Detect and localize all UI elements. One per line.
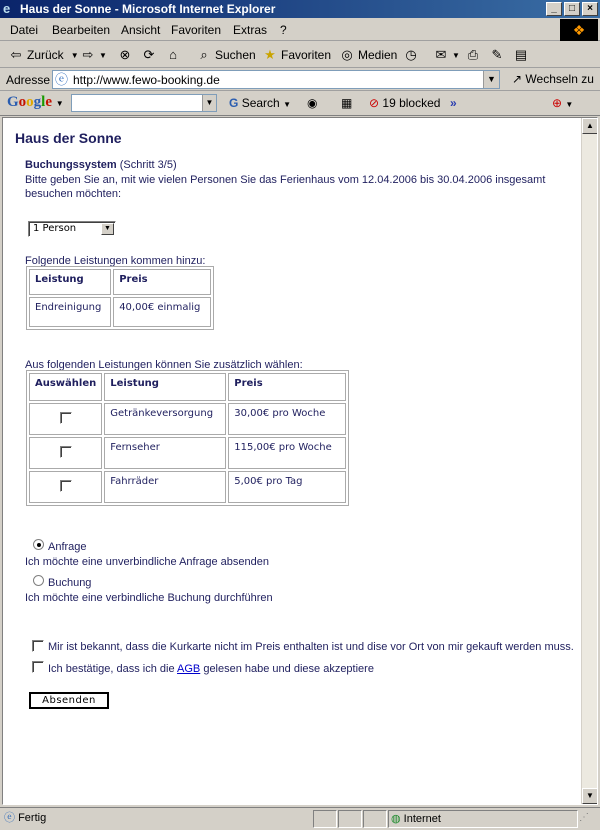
google-g-icon: G <box>229 96 239 110</box>
discuss-button[interactable] <box>513 47 529 63</box>
google-search-input[interactable] <box>71 94 217 112</box>
popup-blocked-icon: ⊘ <box>369 96 380 110</box>
stop-icon: ⊗ <box>119 47 131 62</box>
page-status-icon: ⓔ <box>4 812 15 824</box>
menu-bar <box>0 19 600 41</box>
google-translate-button[interactable] <box>552 96 573 110</box>
favorites-button[interactable] <box>262 47 331 63</box>
forward-arrow-icon: ⇨ <box>82 47 94 62</box>
option-checkbox-getraenke[interactable] <box>60 412 72 424</box>
service-name: Fahrräder <box>104 471 226 503</box>
select-cell <box>29 403 102 435</box>
menu-help[interactable]: ? <box>280 23 287 37</box>
home-icon: ⌂ <box>169 47 177 62</box>
status-cell <box>363 810 387 828</box>
service-name: Getränkeversorgung <box>104 403 226 435</box>
address-url[interactable]: http://www.fewo-booking.de <box>73 73 220 87</box>
browser-viewport <box>2 117 598 805</box>
back-dropdown-icon[interactable]: ▼ <box>70 50 79 60</box>
google-menu-dropdown-icon[interactable]: ▼ <box>55 99 64 108</box>
step-counter: (Schritt 3/5) <box>116 159 177 171</box>
favorites-label: Favoriten <box>281 48 332 62</box>
google-search-label: Search <box>241 96 280 110</box>
kurkarte-label: Mir ist bekannt, dass die Kurkarte nicht im Preis enthalten ist und dise vor Ort von mir gekauft werden muss. <box>48 641 574 653</box>
home-button[interactable] <box>165 47 181 63</box>
persons-select-value: 1 Person <box>33 223 77 234</box>
step-title: Buchungssystem <box>25 159 117 171</box>
forward-button[interactable] <box>80 47 107 63</box>
table-row <box>29 297 211 327</box>
close-button[interactable]: × <box>582 2 598 16</box>
standard-toolbar <box>0 42 600 68</box>
header-leistung: Leistung <box>29 269 111 295</box>
header-leistung: Leistung <box>104 373 226 401</box>
back-arrow-icon: ⇦ <box>10 47 22 62</box>
status-cell <box>313 810 337 828</box>
search-label: Suchen <box>215 48 256 62</box>
maximize-button[interactable]: □ <box>564 2 580 16</box>
back-label: Zurück <box>27 48 64 62</box>
included-services-heading: Folgende Leistungen kommen hinzu: <box>25 255 206 267</box>
google-search-button[interactable] <box>229 96 291 110</box>
refresh-icon: ⟳ <box>143 47 155 62</box>
service-price: 5,00€ pro Tag <box>228 471 346 503</box>
service-price: 115,00€ pro Woche <box>228 437 346 469</box>
menu-ansicht[interactable]: Ansicht <box>121 23 161 37</box>
agb-label-before: Ich bestätige, dass ich die <box>48 663 178 675</box>
discuss-icon: ▤ <box>514 47 528 62</box>
service-name: Fernseher <box>104 437 226 469</box>
popup-blocked-label: 19 blocked <box>382 96 441 110</box>
history-icon: ◷ <box>405 47 417 62</box>
radio-anfrage-label[interactable]: Anfrage <box>48 541 87 553</box>
go-label: Wechseln zu <box>525 72 594 86</box>
vertical-scrollbar[interactable] <box>581 118 597 804</box>
table-row <box>29 471 346 503</box>
google-search-options-dropdown-icon[interactable]: ▼ <box>283 100 291 109</box>
agb-label-after: gelesen habe und diese akzeptiere <box>200 663 374 675</box>
media-label: Medien <box>358 48 398 62</box>
pagerank-icon: ▦ <box>341 96 353 110</box>
edit-button[interactable] <box>489 47 505 63</box>
window-title: Haus der Sonne - Microsoft Internet Explorer <box>20 2 276 16</box>
windows-logo-icon: ❖ <box>560 19 598 41</box>
radio-buchung-description: Ich möchte eine verbindliche Buchung durchführen <box>25 592 273 604</box>
translate-icon: ⊕ <box>552 96 563 110</box>
search-button[interactable] <box>196 47 256 63</box>
header-preis: Preis <box>113 269 211 295</box>
step-heading <box>25 159 177 171</box>
address-input[interactable] <box>52 70 500 89</box>
mail-dropdown-icon[interactable]: ▼ <box>452 50 460 60</box>
page-content <box>3 118 581 804</box>
resize-grip-icon[interactable]: ⋰ <box>579 812 589 823</box>
toolbar-overflow-icon[interactable]: » <box>450 96 457 110</box>
submit-button[interactable]: Absenden <box>29 692 109 709</box>
radio-buchung-label[interactable]: Buchung <box>48 577 92 589</box>
page-icon: ⓔ <box>55 72 69 87</box>
edit-icon: ✎ <box>491 47 503 62</box>
table-header-row <box>29 269 211 295</box>
minimize-button[interactable]: _ <box>546 2 562 16</box>
scroll-down-icon[interactable]: ▼ <box>582 788 598 804</box>
agb-checkbox[interactable] <box>32 661 44 673</box>
kurkarte-checkbox[interactable] <box>32 640 44 652</box>
address-bar <box>0 68 600 91</box>
persons-select-dropdown-icon[interactable]: ▼ <box>101 223 114 235</box>
globe-icon: ◍ <box>391 813 401 825</box>
status-bar <box>0 807 600 829</box>
service-price: 30,00€ pro Woche <box>228 403 346 435</box>
scroll-up-icon[interactable]: ▲ <box>582 118 598 134</box>
back-button[interactable] <box>8 47 79 63</box>
select-cell <box>29 471 102 503</box>
table-row <box>29 437 346 469</box>
go-button[interactable] <box>512 72 594 86</box>
service-name: Endreinigung <box>29 297 111 327</box>
optional-services-heading: Aus folgenden Leistungen können Sie zusätzlich wählen: <box>25 359 303 371</box>
menu-datei[interactable]: Datei <box>10 23 39 37</box>
ie-icon: e <box>3 1 11 16</box>
agb-confirmation <box>48 663 374 675</box>
popup-blocker-button[interactable] <box>369 96 440 110</box>
intro-text-line2: besuchen möchten: <box>25 188 122 200</box>
radio-anfrage[interactable] <box>33 539 44 550</box>
google-logo[interactable]: Google ▼ <box>7 94 64 110</box>
menu-favoriten[interactable]: Favoriten <box>171 23 222 37</box>
media-icon: ◎ <box>341 47 353 62</box>
print-icon: ⎙ <box>467 47 479 62</box>
status-main <box>2 810 312 828</box>
status-text: Fertig <box>18 812 47 824</box>
search-icon: ⌕ <box>200 47 208 62</box>
globe-icon: ◉ <box>307 96 318 110</box>
page-title: Haus der Sonne <box>15 130 122 146</box>
history-button[interactable] <box>403 47 419 63</box>
service-price: 40,00€ einmalig <box>113 297 211 327</box>
agb-link[interactable]: AGB <box>177 663 201 675</box>
title-bar <box>0 0 600 18</box>
select-cell <box>29 437 102 469</box>
print-button[interactable] <box>465 47 481 63</box>
translate-dropdown-icon[interactable]: ▼ <box>565 100 574 109</box>
google-toolbar <box>0 91 600 116</box>
media-button[interactable] <box>339 47 397 63</box>
option-checkbox-fahrraeder[interactable] <box>60 480 72 492</box>
menu-bearbeiten[interactable]: Bearbeiten <box>52 23 111 37</box>
security-zone <box>388 810 578 828</box>
google-news-button[interactable] <box>307 96 317 110</box>
radio-buchung[interactable] <box>33 575 44 586</box>
favorites-icon: ★ <box>264 47 276 62</box>
address-label: Adresse <box>6 73 51 87</box>
included-services-table <box>26 266 214 330</box>
address-dropdown-icon[interactable]: ▼ <box>483 71 499 88</box>
status-cell <box>338 810 362 828</box>
refresh-button[interactable] <box>141 47 157 63</box>
intro-text-line1: Bitte geben Sie an, mit wie vielen Personen Sie das Ferienhaus vom 12.04.2006 bis 30.04.2006 insgesamt <box>25 174 546 186</box>
header-auswaehlen: Auswählen <box>29 373 102 401</box>
persons-select[interactable] <box>28 221 116 237</box>
option-checkbox-fernseher[interactable] <box>60 446 72 458</box>
menu-extras[interactable]: Extras <box>233 23 268 37</box>
stop-button[interactable] <box>117 47 133 63</box>
mail-icon: ✉ <box>435 47 447 62</box>
pagerank-button[interactable] <box>341 96 352 110</box>
mail-button[interactable] <box>433 47 460 63</box>
optional-services-table <box>26 370 349 506</box>
google-search-dropdown-icon[interactable]: ▼ <box>202 95 216 111</box>
table-row <box>29 403 346 435</box>
table-header-row <box>29 373 346 401</box>
header-preis: Preis <box>228 373 346 401</box>
go-arrow-icon: ↗ <box>512 72 523 86</box>
radio-anfrage-description: Ich möchte eine unverbindliche Anfrage absenden <box>25 556 270 568</box>
forward-dropdown-icon[interactable]: ▼ <box>99 50 107 60</box>
zone-label: Internet <box>403 813 441 825</box>
